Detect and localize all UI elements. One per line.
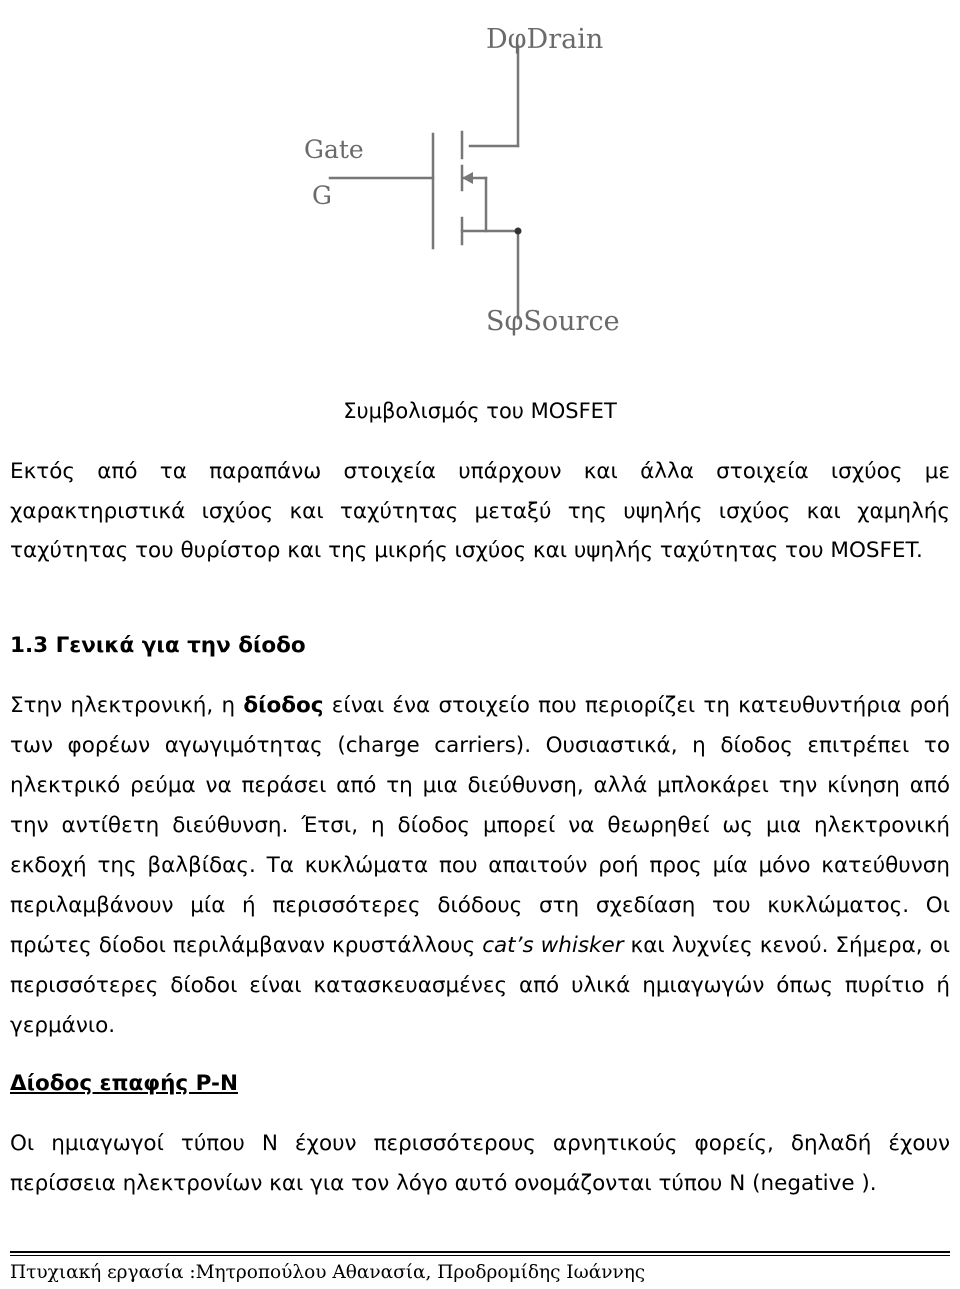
body-arrow-icon <box>462 172 473 184</box>
footer-divider-thin <box>10 1255 950 1256</box>
mosfet-symbol-diagram <box>290 18 650 348</box>
paragraph-power-elements: Εκτός από τα παραπάνω στοιχεία υπάρχουν και άλλα στοιχεία ισχύος με χαρακτηριστικά ισχύος και ταχύτητας μεταξύ της υψηλής ισχύος και χαμηλής ταχύτητας του θυρίστορ και της μικρής ισχύος και υψηλής ταχύτητας του MOSFET. <box>10 459 950 563</box>
source-label: SφSource <box>486 306 620 337</box>
gate-label: Gate <box>304 135 364 164</box>
figure-caption: Συμβολισμός του MOSFET <box>343 399 617 423</box>
gate-letter: G <box>312 181 332 210</box>
diode-term-bold: δίοδος <box>243 693 324 718</box>
section-heading-diode: 1.3 Γενικά για την δίοδο <box>10 633 306 658</box>
paragraph-text: Στην ηλεκτρονική, η <box>10 693 244 718</box>
page-footer: Πτυχιακή εργασία :Μητροπούλου Αθανασία, Προδρομίδης Ιωάννης <box>10 1262 646 1283</box>
footer-divider <box>10 1251 950 1253</box>
paragraph-text: και λυχνίες κενού. Σήμερα, οι περισσότερες δίοδοι είναι κατασκευασμένες από υλικά ημιαγωγών όπως πυρίτιο ή γερμάνιο. <box>10 933 951 1038</box>
paragraph-diode-definition <box>10 686 950 1046</box>
paragraph-n-type: Οι ημιαγωγοί τύπου Ν έχουν περισσότερους αρνητικούς φορείς, δηλαδή έχουν περίσσεια ηλεκτρονίων και για τον λόγο αυτό ονομάζονται τύπου Ν (negative ). <box>10 1131 950 1196</box>
paragraph-text: είναι ένα στοιχείο που περιορίζει τη κατευθυντήρια ροή των φορέων αγωγιμότητας (charge carriers). Ουσιαστικά, η δίοδος επιτρέπει το ηλεκτρικό ρεύμα να περάσει από τη μια διεύθυνση, αλλά μπλοκάρει την κίνηση από την αντίθετη διεύθυνση. Έτσι, η δίοδος μπορεί να θεωρηθεί ως μια ηλεκτρονική εκδοχή της βαλβίδας. Τα κυκλώματα που απαιτούν ροή προς μία μόνο κατεύθυνση περιλαμβάνουν μία ή περισσότερες διόδους στη σχεδίαση του κυκλώματος. Οι πρώτες δίοδοι περιλάμβαναν κρυστάλλους <box>10 693 950 958</box>
section-heading-pn-junction: Δίοδος επαφής P-N <box>10 1071 238 1096</box>
junction-dot-icon <box>515 228 522 235</box>
cats-whisker-term-italic: cat’s whisker <box>482 933 624 958</box>
drain-label: DφDrain <box>486 24 604 55</box>
mosfet-symbol-figure <box>290 18 650 348</box>
